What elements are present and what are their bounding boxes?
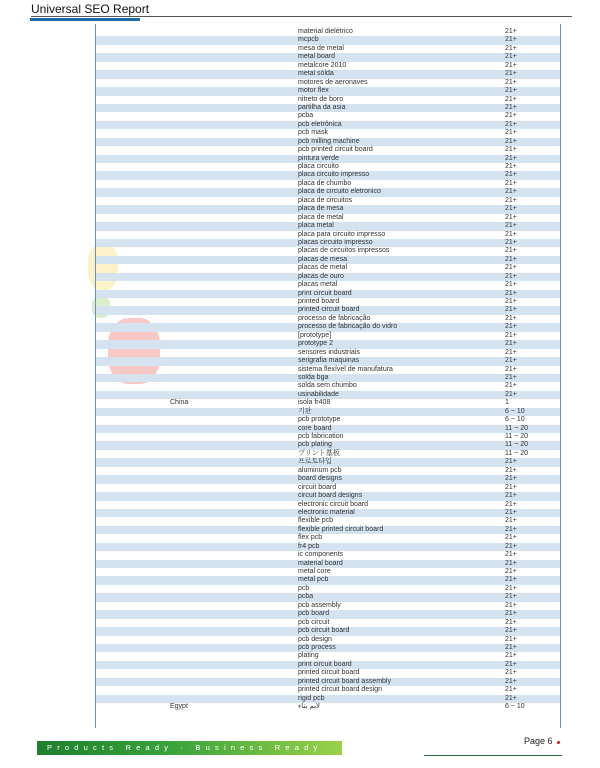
keyword-cell: flex pcb xyxy=(298,534,323,542)
table-row xyxy=(96,87,560,95)
keyword-cell: prototype 2 xyxy=(298,340,334,348)
table-row xyxy=(96,332,560,340)
table-row xyxy=(96,171,560,179)
table-row xyxy=(96,222,560,230)
rank-cell: 21+ xyxy=(505,289,517,297)
table-row xyxy=(96,703,560,711)
rank-cell: 21+ xyxy=(505,95,517,103)
rank-cell: 21+ xyxy=(505,230,517,238)
table-row xyxy=(96,568,560,576)
table-row xyxy=(96,231,560,239)
keyword-cell: placas de metal xyxy=(298,264,348,272)
rank-cell: 21+ xyxy=(505,534,517,542)
rank-cell: 21+ xyxy=(505,492,517,500)
table-row xyxy=(96,28,560,36)
rank-cell: 21+ xyxy=(505,112,517,120)
keyword-cell: material dielétrico xyxy=(298,28,353,35)
table-row xyxy=(96,416,560,424)
rank-cell: 21+ xyxy=(505,171,517,179)
table-row xyxy=(96,62,560,70)
rank-cell: 21+ xyxy=(505,36,517,44)
table-row xyxy=(96,669,560,677)
rank-cell: 21+ xyxy=(505,627,517,635)
rank-cell: 6 ~ 10 xyxy=(505,416,525,424)
table-row xyxy=(96,686,560,694)
keyword-cell: metal core xyxy=(298,568,331,575)
table-row xyxy=(96,357,560,365)
table-row xyxy=(96,509,560,517)
rank-cell: 21+ xyxy=(505,669,517,677)
rank-cell: 21+ xyxy=(505,635,517,643)
footer-tagline: Products Ready · Business Ready xyxy=(47,743,323,752)
table-row xyxy=(96,155,560,163)
table-row xyxy=(96,197,560,205)
keyword-cell: processo de fabricação do vidro xyxy=(298,323,398,331)
table-row xyxy=(96,298,560,306)
keyword-cell: pcb circuit xyxy=(298,618,330,626)
rank-cell: 21+ xyxy=(505,643,517,651)
rank-cell: 21+ xyxy=(505,61,517,69)
rank-cell: 21+ xyxy=(505,179,517,187)
rank-cell: 21+ xyxy=(505,53,517,61)
table-row xyxy=(96,636,560,644)
table-row xyxy=(96,79,560,87)
keyword-cell: pcb fabrication xyxy=(298,433,344,440)
rank-cell: 21+ xyxy=(505,272,517,280)
table-row xyxy=(96,695,560,703)
keyword-cell: pcba xyxy=(298,593,314,601)
keyword-cell: isola fr408 xyxy=(298,399,331,407)
rank-cell: 21+ xyxy=(505,298,517,305)
keyword-cell: placa metal xyxy=(298,222,334,230)
rank-cell: 1 xyxy=(505,399,509,407)
table-row xyxy=(96,315,560,323)
table-row xyxy=(96,188,560,196)
table-row xyxy=(96,281,560,289)
keyword-cell: placas circuito impresso xyxy=(298,238,373,246)
table-row xyxy=(96,678,560,686)
keyword-cell: placa para circuito impresso xyxy=(298,230,386,238)
table-row xyxy=(96,129,560,137)
rank-cell: 21+ xyxy=(505,222,517,230)
keyword-cell: placas de mesa xyxy=(298,255,348,263)
table-row xyxy=(96,53,560,61)
keyword-cell: print circuit board xyxy=(298,289,352,297)
keyword-cell: rigid pcb xyxy=(298,694,325,702)
page-footer xyxy=(0,736,600,768)
table-row xyxy=(96,644,560,652)
rank-cell: 21+ xyxy=(505,137,517,145)
keyword-cell: pcb assembly xyxy=(298,601,341,609)
table-row xyxy=(96,146,560,154)
table-row xyxy=(96,551,560,559)
keyword-cell: placa de metal xyxy=(298,213,344,221)
keyword-cell: printed circuit board xyxy=(298,669,360,677)
table-row xyxy=(96,661,560,669)
table-row xyxy=(96,602,560,610)
keyword-cell: motores de aeronaves xyxy=(298,78,368,86)
rank-cell: 21+ xyxy=(505,694,517,702)
keyword-cell: circuit board xyxy=(298,483,337,491)
rank-cell: 21+ xyxy=(505,618,517,626)
keyword-cell: mcpcb xyxy=(298,36,319,44)
keyword-cell: pcb milling machine xyxy=(298,137,360,145)
country-cell: China xyxy=(170,399,189,407)
keyword-cell: pcb xyxy=(298,584,310,592)
keyword-cell: electronic material xyxy=(298,508,355,516)
rank-cell: 21+ xyxy=(505,551,517,559)
table-row xyxy=(96,138,560,146)
rank-cell: 21+ xyxy=(505,593,517,601)
rank-cell: 21+ xyxy=(505,323,517,331)
keyword-cell: placa circuito xyxy=(298,163,339,170)
rank-cell: 21+ xyxy=(505,281,517,289)
keyword-cell: placas de circuitos impressos xyxy=(298,247,390,255)
table-row xyxy=(96,585,560,593)
keyword-cell: printed circuit board xyxy=(298,306,360,314)
keyword-cell: metalcore 2010 xyxy=(298,61,347,69)
rank-cell: 21+ xyxy=(505,568,517,575)
header-rule xyxy=(31,16,572,17)
rank-cell: 21+ xyxy=(505,576,517,584)
rank-cell: 21+ xyxy=(505,517,517,525)
table-row xyxy=(96,96,560,104)
keyword-cell: 프로토타입 xyxy=(298,458,332,466)
rank-cell: 21+ xyxy=(505,559,517,567)
table-row xyxy=(96,340,560,348)
keyword-cell: aluminum pcb xyxy=(298,466,342,474)
keyword-cell: metal sólda xyxy=(298,70,334,78)
table-row xyxy=(96,458,560,466)
keyword-cell: flexible printed circuit board xyxy=(298,525,384,533)
keyword-cell: fr4 pcb xyxy=(298,542,320,550)
keyword-cell: pcba xyxy=(298,112,314,120)
rank-cell: 21+ xyxy=(505,213,517,221)
page-dot-icon xyxy=(557,741,560,744)
rank-cell: 21+ xyxy=(505,652,517,660)
keyword-cell: printed board xyxy=(298,298,340,305)
rank-cell: 21+ xyxy=(505,331,517,339)
keyword-cell: pcb circuit board xyxy=(298,627,350,635)
rank-cell: 21+ xyxy=(505,610,517,618)
rank-cell: 11 ~ 20 xyxy=(505,433,529,440)
rank-cell: 21+ xyxy=(505,238,517,246)
table-row xyxy=(96,560,560,568)
page-number: Page 6 xyxy=(524,736,553,746)
keyword-cell: plating xyxy=(298,652,319,660)
rank-cell: 21+ xyxy=(505,314,517,322)
rank-cell: 6 ~ 10 xyxy=(505,407,525,415)
rank-cell: 21+ xyxy=(505,500,517,508)
rank-cell: 11 ~ 20 xyxy=(505,424,529,432)
rank-cell: 21+ xyxy=(505,390,517,398)
rank-cell: 21+ xyxy=(505,70,517,78)
table-row xyxy=(96,391,560,399)
footer-banner xyxy=(37,741,342,755)
keyword-cell: لايم بناء xyxy=(298,703,321,710)
keyword-cell: プリント基板 xyxy=(298,449,340,457)
rank-cell: 21+ xyxy=(505,340,517,348)
rank-cell: 21+ xyxy=(505,28,517,35)
table-row xyxy=(96,593,560,601)
table-row xyxy=(96,264,560,272)
rank-cell: 21+ xyxy=(505,103,517,111)
keyword-cell: pcb printed circuit board xyxy=(298,146,373,154)
table-row xyxy=(96,492,560,500)
table-row xyxy=(96,273,560,281)
footer-rule xyxy=(424,755,562,756)
table-row xyxy=(96,290,560,298)
keyword-ranking-table xyxy=(96,28,560,711)
rank-cell: 21+ xyxy=(505,146,517,154)
keyword-cell: placas de ouro xyxy=(298,272,344,280)
keyword-cell: pcb prototype xyxy=(298,416,341,424)
keyword-cell: placa de mesa xyxy=(298,205,344,213)
rank-cell: 21+ xyxy=(505,264,517,272)
table-row xyxy=(96,517,560,525)
country-cell: Egypt xyxy=(170,703,188,710)
rank-cell: 21+ xyxy=(505,196,517,204)
report-title: Universal SEO Report xyxy=(31,2,150,16)
keyword-cell: processo de fabricação xyxy=(298,314,371,322)
table-row xyxy=(96,374,560,382)
keyword-cell: sensores industriais xyxy=(298,348,360,356)
keyword-cell: solda bga xyxy=(298,373,329,381)
keyword-cell: print circuit board xyxy=(298,660,352,668)
table-row xyxy=(96,382,560,390)
rank-cell: 21+ xyxy=(505,357,517,365)
rank-cell: 21+ xyxy=(505,163,517,170)
table-row xyxy=(96,652,560,660)
keyword-cell: nitreto de boro xyxy=(298,95,344,103)
rank-cell: 21+ xyxy=(505,205,517,213)
table-row xyxy=(96,366,560,374)
keyword-cell: usinabilidade xyxy=(298,390,339,398)
keyword-cell: pcb process xyxy=(298,643,336,651)
table-row xyxy=(96,467,560,475)
table-row xyxy=(96,121,560,129)
keyword-cell: pintura verde xyxy=(298,154,339,162)
rank-cell: 21+ xyxy=(505,78,517,86)
table-row xyxy=(96,306,560,314)
table-row xyxy=(96,576,560,584)
keyword-cell: pcb design xyxy=(298,635,332,643)
table-row xyxy=(96,425,560,433)
rank-cell: 21+ xyxy=(505,686,517,694)
rank-cell: 21+ xyxy=(505,475,517,483)
table-row xyxy=(96,70,560,78)
keyword-cell: electronic circuit board xyxy=(298,500,369,508)
keyword-cell: pcb mask xyxy=(298,129,328,137)
header-accent-bar xyxy=(30,18,140,21)
report-header xyxy=(0,0,600,22)
table-row xyxy=(96,433,560,441)
rank-cell: 21+ xyxy=(505,677,517,685)
rank-cell: 6 ~ 10 xyxy=(505,703,525,710)
table-row xyxy=(96,205,560,213)
keyword-cell: partilha da asia xyxy=(298,103,346,111)
keyword-cell: 기판 xyxy=(298,407,312,415)
keyword-cell: placa de circuitos xyxy=(298,196,353,204)
rank-cell: 21+ xyxy=(505,87,517,95)
table-row xyxy=(96,45,560,53)
rank-cell: 21+ xyxy=(505,508,517,516)
rank-cell: 21+ xyxy=(505,483,517,491)
table-row xyxy=(96,349,560,357)
keyword-cell: pcb board xyxy=(298,610,330,618)
table-row xyxy=(96,501,560,509)
keyword-cell: placa de chumbo xyxy=(298,179,352,187)
rank-cell: 21+ xyxy=(505,154,517,162)
rank-cell: 21+ xyxy=(505,660,517,668)
rank-cell: 11 ~ 20 xyxy=(505,441,529,449)
table-row xyxy=(96,627,560,635)
keyword-cell: placas metal xyxy=(298,281,338,289)
table-row xyxy=(96,163,560,171)
rank-cell: 21+ xyxy=(505,306,517,314)
table-row xyxy=(96,534,560,542)
rank-cell: 21+ xyxy=(505,255,517,263)
rank-cell: 21+ xyxy=(505,542,517,550)
table-row xyxy=(96,180,560,188)
rank-cell: 21+ xyxy=(505,373,517,381)
rank-cell: 21+ xyxy=(505,129,517,137)
keyword-cell: metal pcb xyxy=(298,576,329,584)
keyword-cell: printed circuit board assembly xyxy=(298,677,391,685)
table-row xyxy=(96,112,560,120)
table-row xyxy=(96,247,560,255)
table-row xyxy=(96,214,560,222)
keyword-cell: mesa de metal xyxy=(298,44,344,52)
table-row xyxy=(96,610,560,618)
keyword-cell: pcb plating xyxy=(298,441,332,449)
table-row xyxy=(96,36,560,44)
table-row xyxy=(96,104,560,112)
table-row xyxy=(96,484,560,492)
keyword-cell: circuit board designs xyxy=(298,492,363,500)
keyword-cell: sistema flexível de manufatura xyxy=(298,365,393,373)
table-row xyxy=(96,399,560,407)
rank-cell: 21+ xyxy=(505,584,517,592)
keyword-cell: metal board xyxy=(298,53,335,61)
keyword-cell: solda sem chumbo xyxy=(298,382,357,390)
rank-cell: 21+ xyxy=(505,120,517,128)
table-row xyxy=(96,475,560,483)
rank-cell: 11 ~ 20 xyxy=(505,449,529,457)
table-row xyxy=(96,526,560,534)
keyword-cell: material board xyxy=(298,559,343,567)
table-row xyxy=(96,256,560,264)
keyword-cell: placa de circuito eletronico xyxy=(298,188,381,196)
keyword-cell: board designs xyxy=(298,475,342,483)
keyword-cell: serigrafia maquinas xyxy=(298,357,360,365)
table-row xyxy=(96,323,560,331)
rank-cell: 21+ xyxy=(505,525,517,533)
table-row xyxy=(96,239,560,247)
keyword-cell: printed circuit board design xyxy=(298,686,383,694)
table-row xyxy=(96,543,560,551)
rank-cell: 21+ xyxy=(505,382,517,390)
rank-cell: 21+ xyxy=(505,348,517,356)
rank-cell: 21+ xyxy=(505,188,517,196)
rank-cell: 21+ xyxy=(505,466,517,474)
rank-cell: 21+ xyxy=(505,601,517,609)
rank-cell: 21+ xyxy=(505,365,517,373)
rank-cell: 21+ xyxy=(505,247,517,255)
keyword-cell: ic components xyxy=(298,551,344,559)
keyword-cell: placa circuito impresso xyxy=(298,171,370,179)
keyword-cell: flexible pcb xyxy=(298,517,334,525)
keyword-cell: core board xyxy=(298,424,332,432)
rank-cell: 21+ xyxy=(505,458,517,466)
table-row xyxy=(96,619,560,627)
keyword-cell: motor flex xyxy=(298,87,329,95)
rank-cell: 21+ xyxy=(505,44,517,52)
keyword-cell: pcb eletrônica xyxy=(298,120,342,128)
keyword-cell: [prototype] xyxy=(298,331,332,339)
table-row xyxy=(96,408,560,416)
table-row xyxy=(96,441,560,449)
